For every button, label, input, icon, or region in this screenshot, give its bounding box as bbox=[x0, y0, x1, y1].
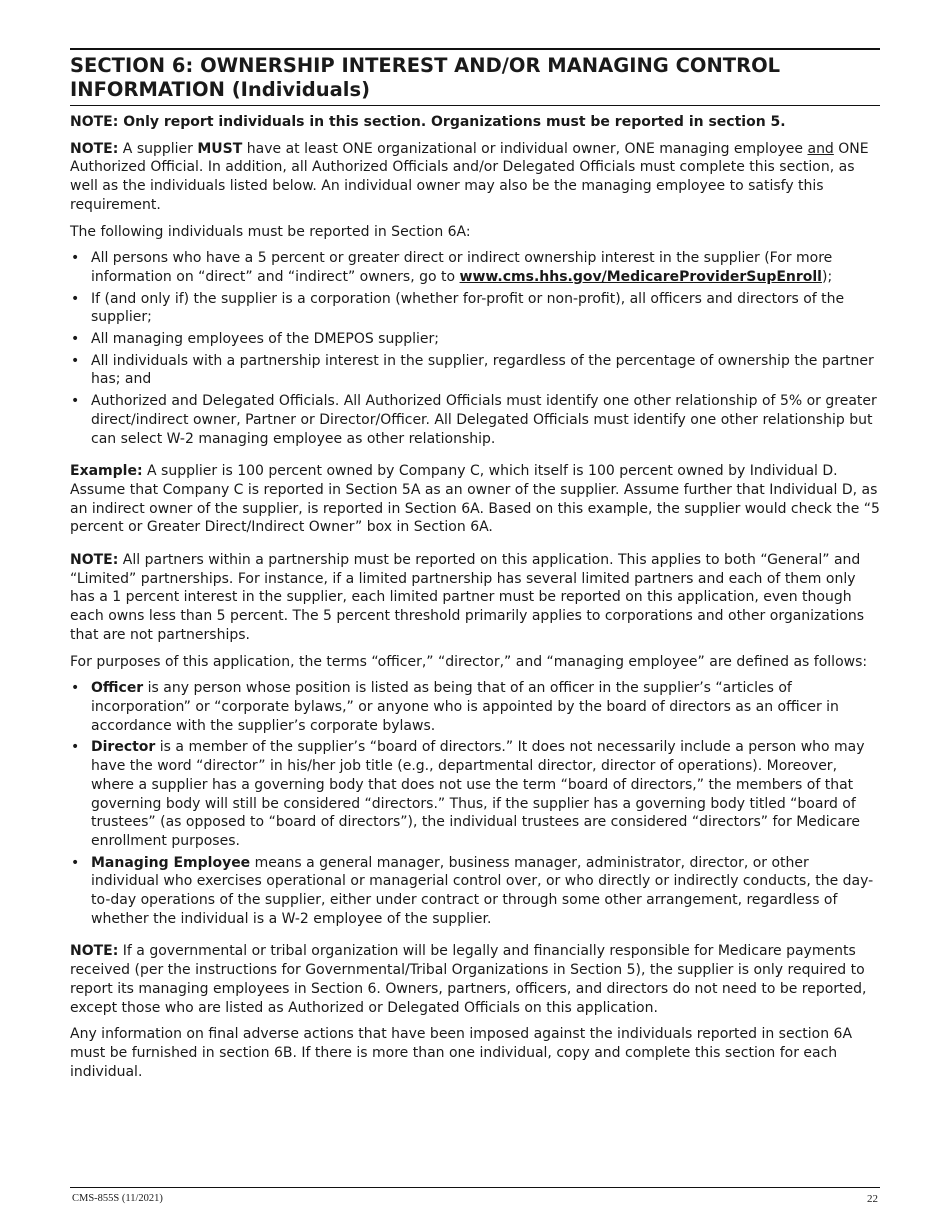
note-partners: NOTE: All partners within a partnership must be reported on this application. This applies to both “General” and “Limited” partnerships. For instance, if a limited partnership has several limited partners and each of them only has a 1 percent interest in the supplier, each limited partner must be reported on this application, even though each owns less than 5 percent. The 5 percent threshold primarily applies to corporations and other organizations that are not partnerships. bbox=[70, 552, 865, 643]
bullet-icon: • bbox=[71, 331, 80, 348]
definitions-list bbox=[70, 679, 880, 928]
form-id: CMS-855S (11/2021) bbox=[72, 1193, 163, 1204]
bullet-icon: • bbox=[71, 250, 80, 267]
bullet-icon: • bbox=[71, 352, 80, 369]
example-label: Example: bbox=[70, 463, 143, 480]
note-governmental: NOTE: If a governmental or tribal organization will be legally and financially responsible for Medicare payments received (per the instructions for Governmental/Tribal Organizations in Section 5), the supplier is only required to report its managing employees in Section 6. Owners, partners, officers, and directors do not need to be reported, except those who are listed as Authorized or Delegated Officials on this application. bbox=[70, 943, 867, 1016]
list-6a bbox=[70, 249, 880, 448]
and-underlined: and bbox=[807, 140, 834, 157]
list-item: • All persons who have a 5 percent or greater direct or indirect ownership interest in the supplier (For more information on “direct” and “indirect” owners, go to www.cms.hhs.gov/MedicareProviderSupEnroll); bbox=[71, 250, 833, 285]
intro-6a: The following individuals must be reported in Section 6A: bbox=[70, 223, 471, 240]
page-number: 22 bbox=[867, 1193, 878, 1205]
section-title: SECTION 6: OWNERSHIP INTEREST AND/OR MANAGING CONTROL INFORMATION (Individuals) bbox=[70, 54, 880, 106]
cms-enroll-link[interactable]: www.cms.hhs.gov/MedicareProviderSupEnroll bbox=[459, 268, 822, 285]
page-footer bbox=[70, 1187, 880, 1205]
note-label: NOTE: bbox=[70, 552, 119, 569]
bullet-icon: • bbox=[71, 739, 80, 756]
bullet-icon: • bbox=[71, 854, 80, 871]
document-page bbox=[70, 48, 880, 1089]
adverse-actions-paragraph: Any information on final adverse actions that have been imposed against the individuals reported in section 6A must be furnished in section 6B. If there is more than one individual, copy and complete this section for each individual. bbox=[70, 1026, 853, 1080]
note-label: NOTE: bbox=[70, 140, 119, 157]
bullet-icon: • bbox=[71, 393, 80, 410]
definitions-intro: For purposes of this application, the terms “officer,” “director,” and “managing employee” are defined as follows: bbox=[70, 653, 868, 670]
example-paragraph: Example: A supplier is 100 percent owned by Company C, which itself is 100 percent owned by Individual D. Assume that Company C is reported in Section 5A as an owner of the supplier. Assume further that Individual D, as an indirect owner of the supplier, is reported in Section 6A. Based on this example, the supplier would check the “5 percent or Greater Direct/Indirect Owner” box in Section 6A. bbox=[70, 463, 880, 536]
bullet-icon: • bbox=[71, 680, 80, 697]
list-item: • Authorized and Delegated Officials. All Authorized Officials must identify one other relationship of 5% or greater direct/indirect owner, Partner or Director/Officer. All Delegated Officials must identify one other relationship but can select W-2 managing employee as other relationship. bbox=[71, 393, 877, 447]
bullet-icon: • bbox=[71, 290, 80, 307]
list-item: • If (and only if) the supplier is a corporation (whether for-profit or non-profit), all officers and directors of the supplier; bbox=[71, 290, 845, 326]
list-item: • All managing employees of the DMEPOS supplier; bbox=[71, 331, 439, 348]
list-item: • All individuals with a partnership interest in the supplier, regardless of the percentage of ownership the partner has; and bbox=[71, 352, 874, 388]
note-label: NOTE: bbox=[70, 943, 119, 960]
note-only-individuals: NOTE: Only report individuals in this section. Organizations must be reported in section 5. bbox=[70, 114, 786, 130]
definition-director: • Director is a member of the supplier’s “board of directors.” It does not necessarily include a person who may have the word “director” in his/her job title (e.g., departmental director, director of operations). Moreover, where a supplier has a governing body that does not use the term “board of directors,” the members of that governing body will still be considered “directors.” Thus, if the supplier has a governing body titled “board of trustees” (as opposed to “board of directors”), the individual trustees are considered “directors” for Medicare enrollment purposes. bbox=[71, 739, 865, 849]
definition-managing-employee: • Managing Employee means a general manager, business manager, administrator, director, or other individual who exercises operational or managerial control over, or who directly or indirectly conducts, the day-to-day operations of the supplier, either under contract or through some other arrangement, regardless of whether the individual is a W-2 employee of the supplier. bbox=[71, 854, 874, 927]
note-supplier-must: NOTE: A supplier MUST have at least ONE organizational or individual owner, ONE managing employee and ONE Authorized Official. In addition, all Authorized Officials and/or Delegated Officials must complete this section, as well as the individuals listed below. An individual owner may also be the managing employee to satisfy this requirement. bbox=[70, 140, 869, 213]
top-rule bbox=[70, 48, 880, 50]
definition-officer: • Officer is any person whose position is listed as being that of an officer in the supplier’s “articles of incorporation” or “corporate bylaws,” or anyone who is appointed by the board of directors as an officer in accordance with the supplier’s corporate bylaws. bbox=[71, 680, 839, 734]
must-emphasis: MUST bbox=[197, 140, 243, 157]
